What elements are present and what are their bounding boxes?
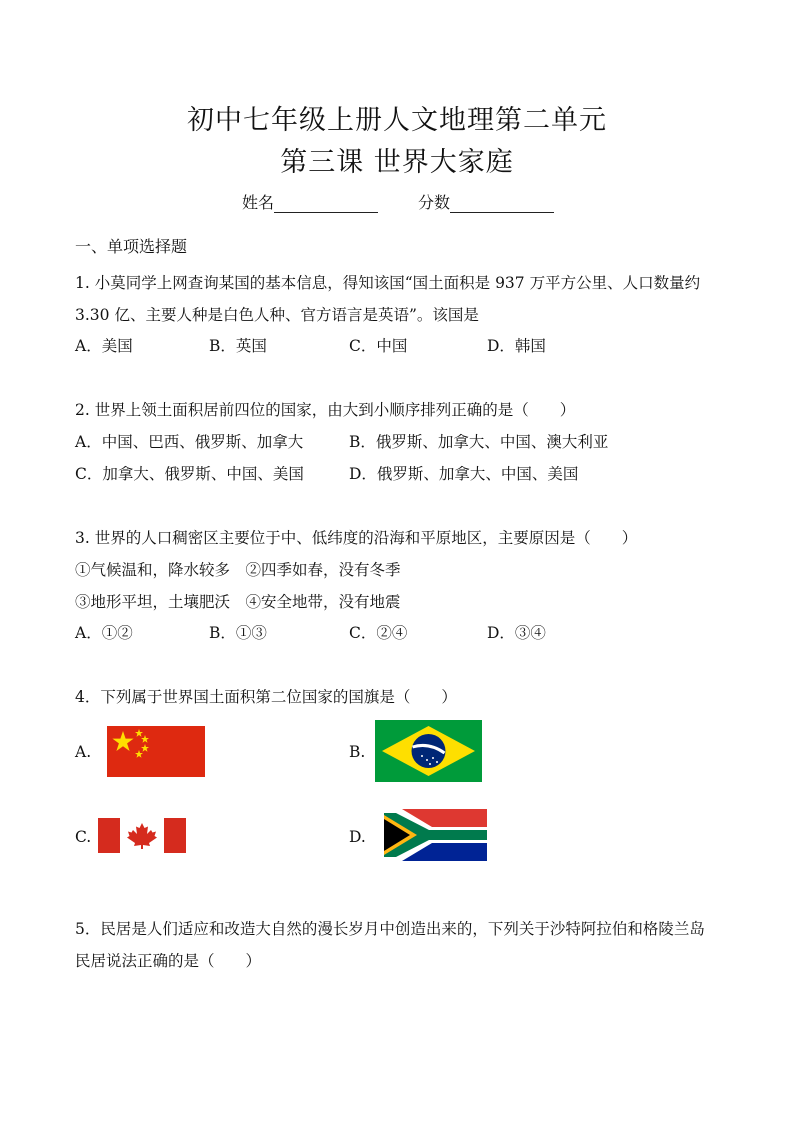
score-label: 分数	[418, 193, 451, 212]
score-field[interactable]	[418, 190, 554, 213]
q2-stem: 2. 世界上领土面积居前四位的国家，由大到小顺序排列正确的是（ ）	[75, 401, 576, 419]
q4-option-c-label[interactable]: C.	[75, 828, 92, 846]
q1-option-b[interactable]: B．英国	[209, 337, 267, 355]
page-subtitle: 第三课 世界大家庭	[280, 147, 514, 178]
brazil-flag-graphic	[375, 720, 482, 782]
name-label: 姓名	[242, 193, 275, 212]
q1-stem-line1: 1. 小莫同学上网查询某国的基本信息，得知该国“国土面积是 937 万平方公里、人口数量约	[75, 274, 701, 292]
q3-line3: ③地形平坦，土壤肥沃 ④安全地带，没有地震	[75, 593, 401, 611]
south-africa-flag[interactable]	[384, 809, 487, 861]
q3-option-b[interactable]: B．①③	[209, 624, 267, 642]
canada-flag-graphic	[98, 818, 186, 853]
q1-option-d[interactable]: D．韩国	[487, 337, 546, 355]
q1-option-a[interactable]: A．美国	[75, 337, 133, 355]
name-blank[interactable]	[274, 196, 378, 213]
q2-option-a[interactable]: A．中国、巴西、俄罗斯、加拿大	[75, 433, 304, 451]
score-blank[interactable]	[450, 196, 554, 213]
canada-flag[interactable]	[98, 818, 186, 853]
south-africa-flag-graphic	[384, 809, 487, 861]
q3-option-a[interactable]: A．①②	[75, 624, 133, 642]
china-flag-graphic	[107, 726, 205, 777]
section-heading: 一、单项选择题	[75, 237, 188, 256]
q1-stem-line2: 3.30 亿、主要人种是白色人种、官方语言是英语”。该国是	[75, 306, 479, 324]
name-field[interactable]	[242, 190, 378, 213]
q3-option-c[interactable]: C．②④	[349, 624, 408, 642]
page-title: 初中七年级上册人文地理第二单元	[187, 105, 607, 136]
q4-stem: 4．下列属于世界国土面积第二位国家的国旗是（ ）	[75, 688, 457, 706]
q3-stem: 3. 世界的人口稠密区主要位于中、低纬度的沿海和平原地区，主要原因是（ ）	[75, 529, 638, 547]
q4-option-b-label[interactable]: B.	[349, 743, 366, 761]
q1-option-c[interactable]: C．中国	[349, 337, 408, 355]
q4-option-a-label[interactable]: A.	[75, 743, 92, 761]
q3-option-d[interactable]: D．③④	[487, 624, 546, 642]
q2-option-b[interactable]: B．俄罗斯、加拿大、中国、澳大利亚	[349, 433, 609, 451]
brazil-flag[interactable]	[375, 720, 482, 782]
q5-stem-line2: 民居说法正确的是（ ）	[75, 952, 262, 970]
china-flag[interactable]	[107, 726, 205, 777]
q2-option-c[interactable]: C．加拿大、俄罗斯、中国、美国	[75, 465, 304, 483]
q2-option-d[interactable]: D．俄罗斯、加拿大、中国、美国	[349, 465, 579, 483]
q5-stem-line1: 5．民居是人们适应和改造大自然的漫长岁月中创造出来的，下列关于沙特阿拉伯和格陵兰岛	[75, 920, 705, 938]
q4-option-d-label[interactable]: D.	[349, 828, 366, 846]
q3-line2: ①气候温和，降水较多 ②四季如春，没有冬季	[75, 561, 401, 579]
